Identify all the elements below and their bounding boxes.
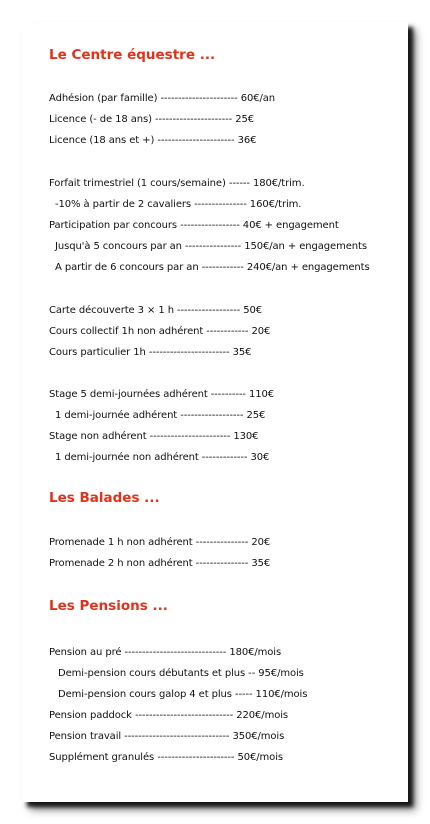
price-line-demi-pension-galop4: Demi-pension cours galop 4 et plus ----- 110€/mois [58, 689, 308, 700]
price-line-promenade-1h: Promenade 1 h non adhérent --------------- 20€ [49, 537, 271, 548]
price-line-carte-decouverte: Carte découverte 3 × 1 h ------------------ 50€ [49, 305, 263, 316]
price-line-stage-adherent: Stage 5 demi-journées adhérent ---------- 110€ [49, 389, 275, 400]
price-list-page [22, 22, 408, 802]
price-line-concours-5: Jusqu'à 5 concours par an ---------------- 150€/an + engagements [55, 241, 367, 252]
price-line-cours-particulier: Cours particulier 1h ----------------------- 35€ [49, 347, 252, 358]
section-title-balades: Les Balades ... [49, 490, 160, 506]
price-line-promenade-2h: Promenade 2 h non adhérent --------------- 35€ [49, 558, 271, 569]
price-line-pension-paddock: Pension paddock ---------------------------- 220€/mois [49, 710, 289, 721]
section-title-centre-equestre: Le Centre équestre ... [49, 47, 216, 63]
price-line-demi-journee-non-adherent: 1 demi-journée non adhérent ------------- 30€ [55, 452, 270, 463]
price-line-adhesion: Adhésion (par famille) ---------------------- 60€/an [49, 93, 276, 104]
price-line-concours: Participation par concours ----------------- 40€ + engagement [49, 220, 339, 231]
price-line-pension-pre: Pension au pré ----------------------------- 180€/mois [49, 647, 282, 658]
price-line-stage-non-adherent: Stage non adhérent ----------------------- 130€ [49, 431, 259, 442]
price-line-forfait-discount: -10% à partir de 2 cavaliers --------------- 160€/trim. [55, 199, 302, 210]
price-line-cours-collectif: Cours collectif 1h non adhérent ------------ 20€ [49, 326, 271, 337]
price-line-demi-pension-debutants: Demi-pension cours débutants et plus -- 95€/mois [58, 668, 304, 679]
price-line-licence-adult: Licence (18 ans et +) ---------------------- 36€ [49, 135, 257, 146]
section-title-pensions: Les Pensions ... [49, 598, 168, 614]
price-line-forfait: Forfait trimestriel (1 cours/semaine) ------ 180€/trim. [49, 178, 305, 189]
price-line-pension-travail: Pension travail ------------------------------ 350€/mois [49, 731, 285, 742]
price-line-demi-journee-adherent: 1 demi-journée adhérent ------------------ 25€ [55, 410, 266, 421]
price-line-concours-6: A partir de 6 concours par an ------------ 240€/an + engagements [55, 262, 370, 273]
price-line-licence-junior: Licence (- de 18 ans) ---------------------- 25€ [49, 114, 255, 125]
price-line-supplement-granules: Supplément granulés ---------------------- 50€/mois [49, 752, 283, 763]
